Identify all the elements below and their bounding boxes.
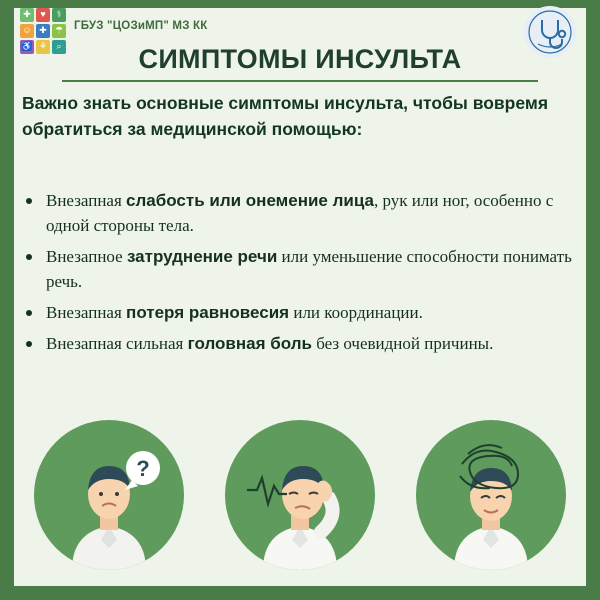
confused-man-with-question-mark: [34, 420, 184, 570]
bullet-text-post: , рук или ног, особенно с одной стороны тела.: [46, 191, 554, 235]
bullet-text-pre: Внезапная: [46, 303, 127, 322]
title-divider: [62, 80, 538, 82]
bullet-text-bold: слабость или онемение лица: [126, 191, 374, 210]
bullet-text-post: или уменьшение способности понимать речь.: [46, 247, 572, 291]
list-item: [22, 300, 576, 325]
bullet-text-bold: головная боль: [187, 334, 312, 353]
man-with-speech-difficulty-pulse-line: [225, 420, 375, 570]
page-title: СИМПТОМЫ ИНСУЛЬТА: [138, 44, 462, 74]
man-with-headache-scribble: [416, 420, 566, 570]
list-item: [22, 331, 576, 356]
bullet-text-post: или координации.: [289, 303, 423, 322]
list-item: [22, 244, 576, 294]
bullet-text-post: без очевидной причины.: [311, 334, 494, 353]
illustration-row: [14, 420, 586, 570]
right-accent-rail: [586, 0, 600, 600]
bullet-text-pre: Внезапное: [46, 247, 127, 266]
svg-text:?: ?: [136, 456, 151, 481]
bullet-text-bold: затруднение речи: [126, 247, 278, 266]
bottom-accent-bar: [0, 586, 600, 600]
bullet-text-bold: потеря равновесия: [126, 303, 290, 322]
bullet-text-pre: Внезапная сильная: [46, 334, 188, 353]
list-item: [22, 188, 576, 238]
symptoms-list: [22, 188, 576, 362]
left-accent-rail: [0, 0, 14, 600]
organization-name: ГБУЗ "ЦОЗиМП" МЗ КК: [74, 20, 208, 32]
bullet-text-pre: Внезапная: [46, 191, 127, 210]
health-grid-logo-icon: ✚ ♥ ⚕ ☺ ✚ ☂ ♿ ⚘ ⌕: [20, 8, 66, 54]
lead-paragraph: Важно знать основные симптомы инсульта, чтобы вовремя обратиться за медицинской помощью:: [22, 93, 549, 139]
